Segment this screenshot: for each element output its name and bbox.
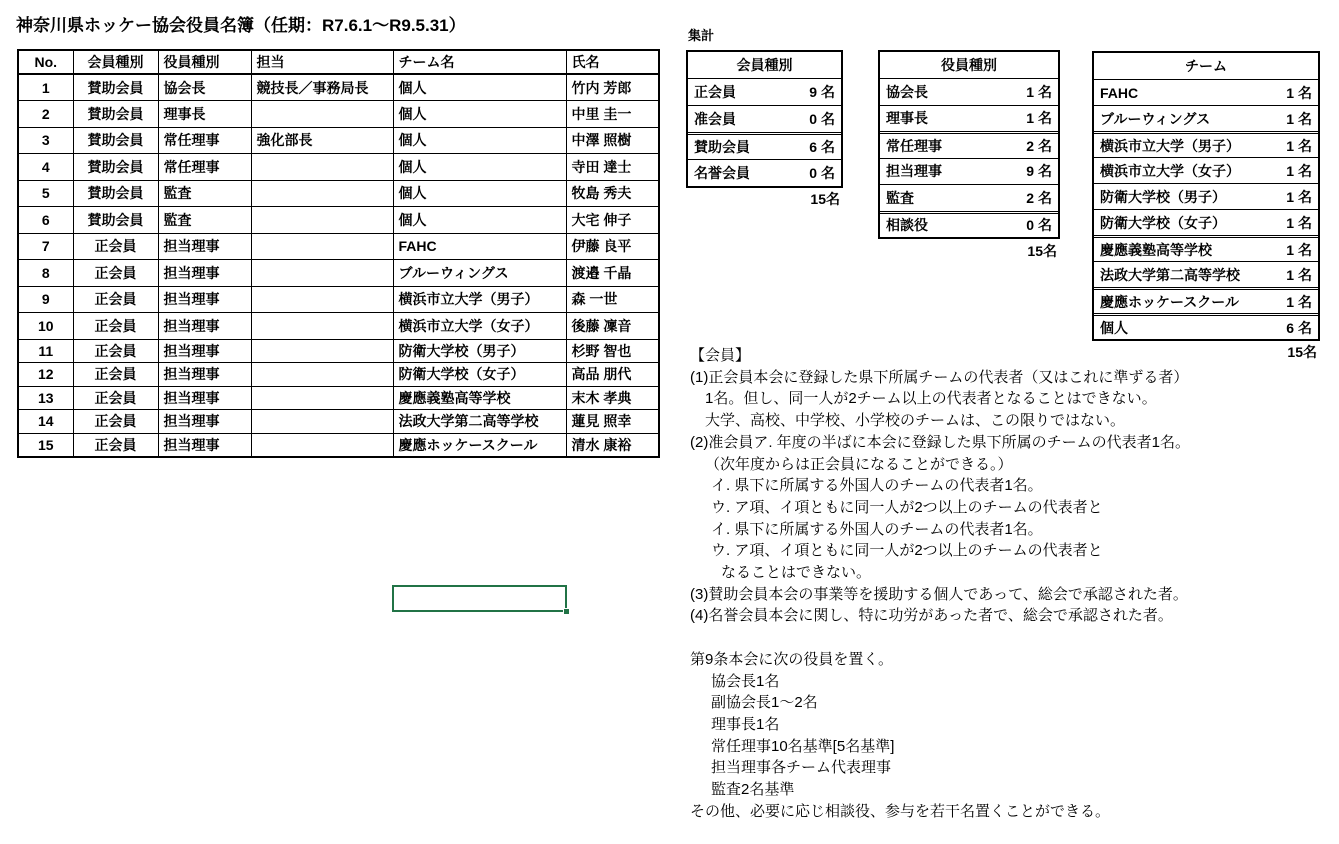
roster-row xyxy=(18,313,659,340)
roster-row xyxy=(18,127,659,154)
roster-cell-no[interactable]: 1 xyxy=(18,74,73,101)
roster-cell-no[interactable]: 15 xyxy=(18,433,73,457)
summary-row-count: 1 名 xyxy=(1286,214,1312,231)
roster-cell-name[interactable]: 森 一世 xyxy=(566,286,659,313)
roster-cell-team[interactable]: 個人 xyxy=(393,207,566,234)
roster-cell-member_type[interactable]: 正会員 xyxy=(73,410,158,434)
roster-cell-no[interactable]: 7 xyxy=(18,233,73,260)
roster-cell-no[interactable]: 14 xyxy=(18,410,73,434)
roster-cell-name[interactable]: 清水 康裕 xyxy=(566,433,659,457)
note-line: （次年度からは正会員になることができる。） xyxy=(705,455,1013,473)
roster-cell-team[interactable]: 個人 xyxy=(393,101,566,128)
roster-row xyxy=(18,286,659,313)
summary-row-label: ブルーウィングス xyxy=(1100,110,1211,127)
note-line: ウ. ア項、イ項ともに同一人が2つ以上のチームの代表者と xyxy=(711,498,1103,516)
roster-cell-team[interactable]: 防衛大学校（女子） xyxy=(393,363,566,387)
notes-block xyxy=(690,345,1190,822)
member-summary-row[interactable] xyxy=(688,132,841,159)
team-summary-row[interactable] xyxy=(1094,183,1318,209)
team-summary-row[interactable] xyxy=(1094,235,1318,261)
summary-row-count: 9 名 xyxy=(809,84,835,100)
roster-row xyxy=(18,207,659,234)
roster-cell-officer_type[interactable]: 協会長 xyxy=(158,74,251,101)
roster-cell-team[interactable]: FAHC xyxy=(393,233,566,260)
member-type-summary-title: 会員種別 xyxy=(736,57,793,73)
summary-row-label: 監査 xyxy=(886,189,914,206)
summary-row-count: 1 名 xyxy=(1026,83,1052,100)
summary-row-count: 2 名 xyxy=(1026,189,1052,206)
roster-cell-member_type[interactable]: 賛助会員 xyxy=(73,74,158,101)
team-summary-row[interactable] xyxy=(1094,261,1318,287)
roster-cell-name[interactable]: 渡邉 千晶 xyxy=(566,260,659,287)
sheet-title: 神奈川県ホッケー協会役員名簿（任期：R7.6.1～R9.5.31） xyxy=(16,16,466,35)
roster-cell-duty[interactable] xyxy=(251,286,393,313)
officer-type-summary-total: 15名 xyxy=(1027,243,1057,259)
roster-cell-member_type[interactable]: 正会員 xyxy=(73,386,158,410)
roster-cell-officer_type[interactable]: 監査 xyxy=(158,207,251,234)
summary-section-label: 集計 xyxy=(688,28,715,43)
roster-cell-officer_type[interactable]: 常任理事 xyxy=(158,154,251,181)
roster-cell-no[interactable]: 11 xyxy=(18,339,73,363)
member-summary-row[interactable] xyxy=(688,78,841,105)
roster-column-header[interactable]: チーム名 xyxy=(393,50,566,74)
roster-cell-team[interactable]: ブルーウィングス xyxy=(393,260,566,287)
roster-column-header[interactable]: 担当 xyxy=(251,50,393,74)
summary-row-count: 6 名 xyxy=(809,139,835,155)
roster-row xyxy=(18,363,659,387)
roster-cell-team[interactable]: 個人 xyxy=(393,127,566,154)
roster-cell-name[interactable]: 竹内 芳郎 xyxy=(566,74,659,101)
roster-cell-name[interactable]: 伊藤 良平 xyxy=(566,233,659,260)
roster-cell-member_type[interactable]: 正会員 xyxy=(73,313,158,340)
note-line: (3)賛助会員本会の事業等を援助する個人であって、総会で承認された者。 xyxy=(690,585,1188,603)
summary-row-count: 1 名 xyxy=(1286,188,1312,205)
roster-cell-no[interactable]: 12 xyxy=(18,363,73,387)
note-line: イ. 県下に所属する外国人のチームの代表者1名。 xyxy=(711,520,1043,538)
note-line: 大学、高校、中学校、小学校のチームは、この限りではない。 xyxy=(705,412,1126,430)
roster-cell-name[interactable]: 大宅 伸子 xyxy=(566,207,659,234)
summary-row-label: 慶應ホッケースクール xyxy=(1100,293,1240,310)
summary-row-label: 横浜市立大学（男子） xyxy=(1100,137,1240,154)
roster-cell-officer_type[interactable]: 担当理事 xyxy=(158,433,251,457)
summary-row-count: 0 名 xyxy=(1026,217,1052,234)
roster-cell-duty[interactable] xyxy=(251,339,393,363)
summary-row-label: 法政大学第二高等学校 xyxy=(1100,266,1240,283)
officer-summary-row[interactable] xyxy=(880,158,1058,185)
team-summary-row[interactable] xyxy=(1094,209,1318,235)
member-summary-row[interactable] xyxy=(688,105,841,132)
roster-cell-officer_type[interactable]: 担当理事 xyxy=(158,233,251,260)
roster-cell-team[interactable]: 横浜市立大学（男子） xyxy=(393,286,566,313)
summary-row-count: 1 名 xyxy=(1286,137,1312,154)
summary-row-label: FAHC xyxy=(1100,84,1139,101)
roster-cell-name[interactable]: 高品 朋代 xyxy=(566,363,659,387)
roster-cell-member_type[interactable]: 正会員 xyxy=(73,433,158,457)
roster-cell-no[interactable]: 6 xyxy=(18,207,73,234)
roster-cell-no[interactable]: 13 xyxy=(18,386,73,410)
roster-cell-officer_type[interactable]: 担当理事 xyxy=(158,339,251,363)
summary-row-label: 准会員 xyxy=(694,111,736,127)
roster-cell-member_type[interactable]: 賛助会員 xyxy=(73,207,158,234)
roster-cell-member_type[interactable]: 賛助会員 xyxy=(73,101,158,128)
summary-row-count: 1 名 xyxy=(1286,241,1312,258)
roster-column-header[interactable]: No. xyxy=(18,50,73,74)
officer-summary-row[interactable] xyxy=(880,78,1058,105)
roster-cell-officer_type[interactable]: 担当理事 xyxy=(158,386,251,410)
roster-cell-duty[interactable]: 競技長／事務局長 xyxy=(251,74,393,101)
roster-cell-team[interactable]: 個人 xyxy=(393,180,566,207)
roster-cell-duty[interactable] xyxy=(251,433,393,457)
note-line: 理事長1名 xyxy=(711,715,780,733)
team-summary-row[interactable] xyxy=(1094,131,1318,157)
roster-cell-member_type[interactable]: 正会員 xyxy=(73,339,158,363)
team-summary-total: 15名 xyxy=(1287,344,1317,360)
roster-cell-officer_type[interactable]: 監査 xyxy=(158,180,251,207)
note-line: 第9条本会に次の役員を置く。 xyxy=(690,650,894,668)
roster-cell-officer_type[interactable]: 担当理事 xyxy=(158,286,251,313)
note-line: 【会員】 xyxy=(690,347,751,364)
roster-column-header[interactable]: 役員種別 xyxy=(158,50,251,74)
officer-type-summary-title: 役員種別 xyxy=(941,57,997,73)
roster-cell-member_type[interactable]: 賛助会員 xyxy=(73,180,158,207)
roster-cell-no[interactable]: 9 xyxy=(18,286,73,313)
member-summary-row[interactable] xyxy=(688,159,841,186)
summary-row-label: 名誉会員 xyxy=(694,165,750,181)
roster-cell-officer_type[interactable]: 理事長 xyxy=(158,101,251,128)
roster-cell-team[interactable]: 慶應義塾高等学校 xyxy=(393,386,566,410)
roster-cell-officer_type[interactable]: 担当理事 xyxy=(158,260,251,287)
officer-summary-row[interactable] xyxy=(880,131,1058,158)
summary-row-count: 1 名 xyxy=(1286,84,1312,101)
roster-cell-duty[interactable] xyxy=(251,313,393,340)
summary-row-count: 2 名 xyxy=(1026,137,1052,154)
roster-cell-duty[interactable] xyxy=(251,386,393,410)
summary-row-label: 慶應義塾高等学校 xyxy=(1100,241,1212,258)
roster-cell-no[interactable]: 5 xyxy=(18,180,73,207)
officer-summary-row[interactable] xyxy=(880,105,1058,132)
summary-row-label: 賛助会員 xyxy=(694,139,750,155)
roster-cell-name[interactable]: 牧島 秀夫 xyxy=(566,180,659,207)
note-line: イ. 県下に所属する外国人のチームの代表者1名。 xyxy=(711,477,1043,495)
roster-cell-duty[interactable] xyxy=(251,154,393,181)
roster-row xyxy=(18,433,659,457)
summary-row-count: 0 名 xyxy=(809,111,835,127)
officer-type-summary-table xyxy=(878,50,1060,239)
roster-column-header[interactable]: 会員種別 xyxy=(73,50,158,74)
note-line: (4)名誉会員本会に関し、特に功労があった者で、総会で承認された者。 xyxy=(690,607,1173,625)
roster-cell-team[interactable]: 法政大学第二高等学校 xyxy=(393,410,566,434)
note-line xyxy=(690,627,1190,649)
roster-table xyxy=(17,49,660,458)
note-line: 協会長1名 xyxy=(711,672,780,690)
summary-row-label: 常任理事 xyxy=(886,137,942,154)
note-line: なることはできない。 xyxy=(721,564,872,582)
roster-cell-no[interactable]: 2 xyxy=(18,101,73,128)
roster-cell-duty[interactable] xyxy=(251,180,393,207)
roster-cell-team[interactable]: 個人 xyxy=(393,154,566,181)
roster-cell-officer_type[interactable]: 担当理事 xyxy=(158,410,251,434)
roster-cell-duty[interactable] xyxy=(251,410,393,434)
roster-cell-duty[interactable] xyxy=(251,233,393,260)
summary-row-label: 理事長 xyxy=(886,110,928,127)
summary-row-count: 0 名 xyxy=(809,165,835,181)
summary-row-count: 1 名 xyxy=(1026,110,1052,127)
roster-cell-no[interactable]: 3 xyxy=(18,127,73,154)
roster-cell-team[interactable]: 横浜市立大学（女子） xyxy=(393,313,566,340)
summary-row-count: 1 名 xyxy=(1286,162,1312,179)
roster-cell-name[interactable]: 後藤 凜音 xyxy=(566,313,659,340)
member-type-summary-table xyxy=(686,50,843,188)
roster-cell-no[interactable]: 8 xyxy=(18,260,73,287)
team-summary-row[interactable] xyxy=(1094,105,1318,131)
roster-cell-team[interactable]: 個人 xyxy=(393,74,566,101)
team-summary-row[interactable] xyxy=(1094,79,1318,105)
roster-cell-member_type[interactable]: 正会員 xyxy=(73,363,158,387)
note-line: 監査2名基準 xyxy=(711,781,795,799)
roster-column-header[interactable]: 氏名 xyxy=(566,50,659,74)
summary-row-count: 6 名 xyxy=(1286,319,1312,336)
summary-row-count: 1 名 xyxy=(1286,293,1312,310)
roster-cell-member_type[interactable]: 正会員 xyxy=(73,260,158,287)
selected-cell-box[interactable] xyxy=(392,585,567,612)
roster-row xyxy=(18,74,659,101)
roster-row xyxy=(18,386,659,410)
officer-summary-row[interactable] xyxy=(880,184,1058,211)
team-summary-row[interactable] xyxy=(1094,313,1318,339)
roster-row xyxy=(18,101,659,128)
roster-row xyxy=(18,260,659,287)
roster-cell-no[interactable]: 10 xyxy=(18,313,73,340)
roster-cell-no[interactable]: 4 xyxy=(18,154,73,181)
team-summary-title: チーム xyxy=(1185,58,1227,74)
roster-cell-officer_type[interactable]: 担当理事 xyxy=(158,313,251,340)
roster-cell-member_type[interactable]: 正会員 xyxy=(73,286,158,313)
roster-cell-member_type[interactable]: 賛助会員 xyxy=(73,154,158,181)
summary-row-label: 防衛大学校（男子） xyxy=(1100,188,1226,205)
note-line: ウ. ア項、イ項ともに同一人が2つ以上のチームの代表者と xyxy=(711,542,1103,560)
fill-handle[interactable] xyxy=(563,608,570,615)
roster-cell-officer_type[interactable]: 常任理事 xyxy=(158,127,251,154)
roster-row xyxy=(18,339,659,363)
summary-row-label: 相談役 xyxy=(886,217,928,234)
note-line: 副協会長1～2名 xyxy=(711,694,818,712)
roster-cell-team[interactable]: 防衛大学校（男子） xyxy=(393,339,566,363)
summary-row-label: 担当理事 xyxy=(886,163,942,180)
roster-cell-name[interactable]: 寺田 達士 xyxy=(566,154,659,181)
roster-row xyxy=(18,180,659,207)
roster-cell-duty[interactable] xyxy=(251,101,393,128)
roster-cell-name[interactable]: 末木 孝典 xyxy=(566,386,659,410)
team-summary-row[interactable] xyxy=(1094,287,1318,313)
note-line: (1)正会員本会に登録した県下所属チームの代表者（又はこれに準ずる者） xyxy=(690,368,1189,386)
note-line: その他、必要に応じ相談役、参与を若干名置くことができる。 xyxy=(690,802,1111,820)
roster-cell-name[interactable]: 蓮見 照幸 xyxy=(566,410,659,434)
summary-row-label: 正会員 xyxy=(694,84,736,100)
summary-row-count: 9 名 xyxy=(1026,163,1052,180)
note-line: 常任理事10名基準[5名基準] xyxy=(711,737,895,755)
summary-row-count: 1 名 xyxy=(1286,110,1312,127)
roster-cell-name[interactable]: 中澤 照樹 xyxy=(566,127,659,154)
roster-cell-duty[interactable] xyxy=(251,363,393,387)
roster-row xyxy=(18,233,659,260)
note-line: 担当理事各チーム代表理事 xyxy=(711,759,892,777)
note-line: 1名。但し、同一人が2チーム以上の代表者となることはできない。 xyxy=(705,390,1157,408)
roster-cell-name[interactable]: 杉野 智也 xyxy=(566,339,659,363)
summary-row-label: 協会長 xyxy=(886,83,928,100)
officer-summary-row[interactable] xyxy=(880,211,1058,238)
roster-row xyxy=(18,154,659,181)
summary-row-label: 横浜市立大学（女子） xyxy=(1100,162,1240,179)
roster-row xyxy=(18,410,659,434)
roster-cell-duty[interactable] xyxy=(251,207,393,234)
member-type-summary-total: 15名 xyxy=(810,191,840,207)
roster-header-row xyxy=(18,50,659,74)
roster-cell-team[interactable]: 慶應ホッケースクール xyxy=(393,433,566,457)
roster-cell-duty[interactable]: 強化部長 xyxy=(251,127,393,154)
roster-cell-member_type[interactable]: 賛助会員 xyxy=(73,127,158,154)
roster-cell-member_type[interactable]: 正会員 xyxy=(73,233,158,260)
roster-cell-name[interactable]: 中里 圭一 xyxy=(566,101,659,128)
roster-cell-duty[interactable] xyxy=(251,260,393,287)
note-line: (2)准会員ア. 年度の半ばに本会に登録した県下所属のチームの代表者1名。 xyxy=(690,433,1191,451)
summary-row-label: 防衛大学校（女子） xyxy=(1100,214,1226,231)
team-summary-row[interactable] xyxy=(1094,157,1318,183)
roster-cell-officer_type[interactable]: 担当理事 xyxy=(158,363,251,387)
team-summary-table xyxy=(1092,51,1320,341)
summary-row-label: 個人 xyxy=(1100,319,1128,336)
summary-row-count: 1 名 xyxy=(1286,266,1312,283)
